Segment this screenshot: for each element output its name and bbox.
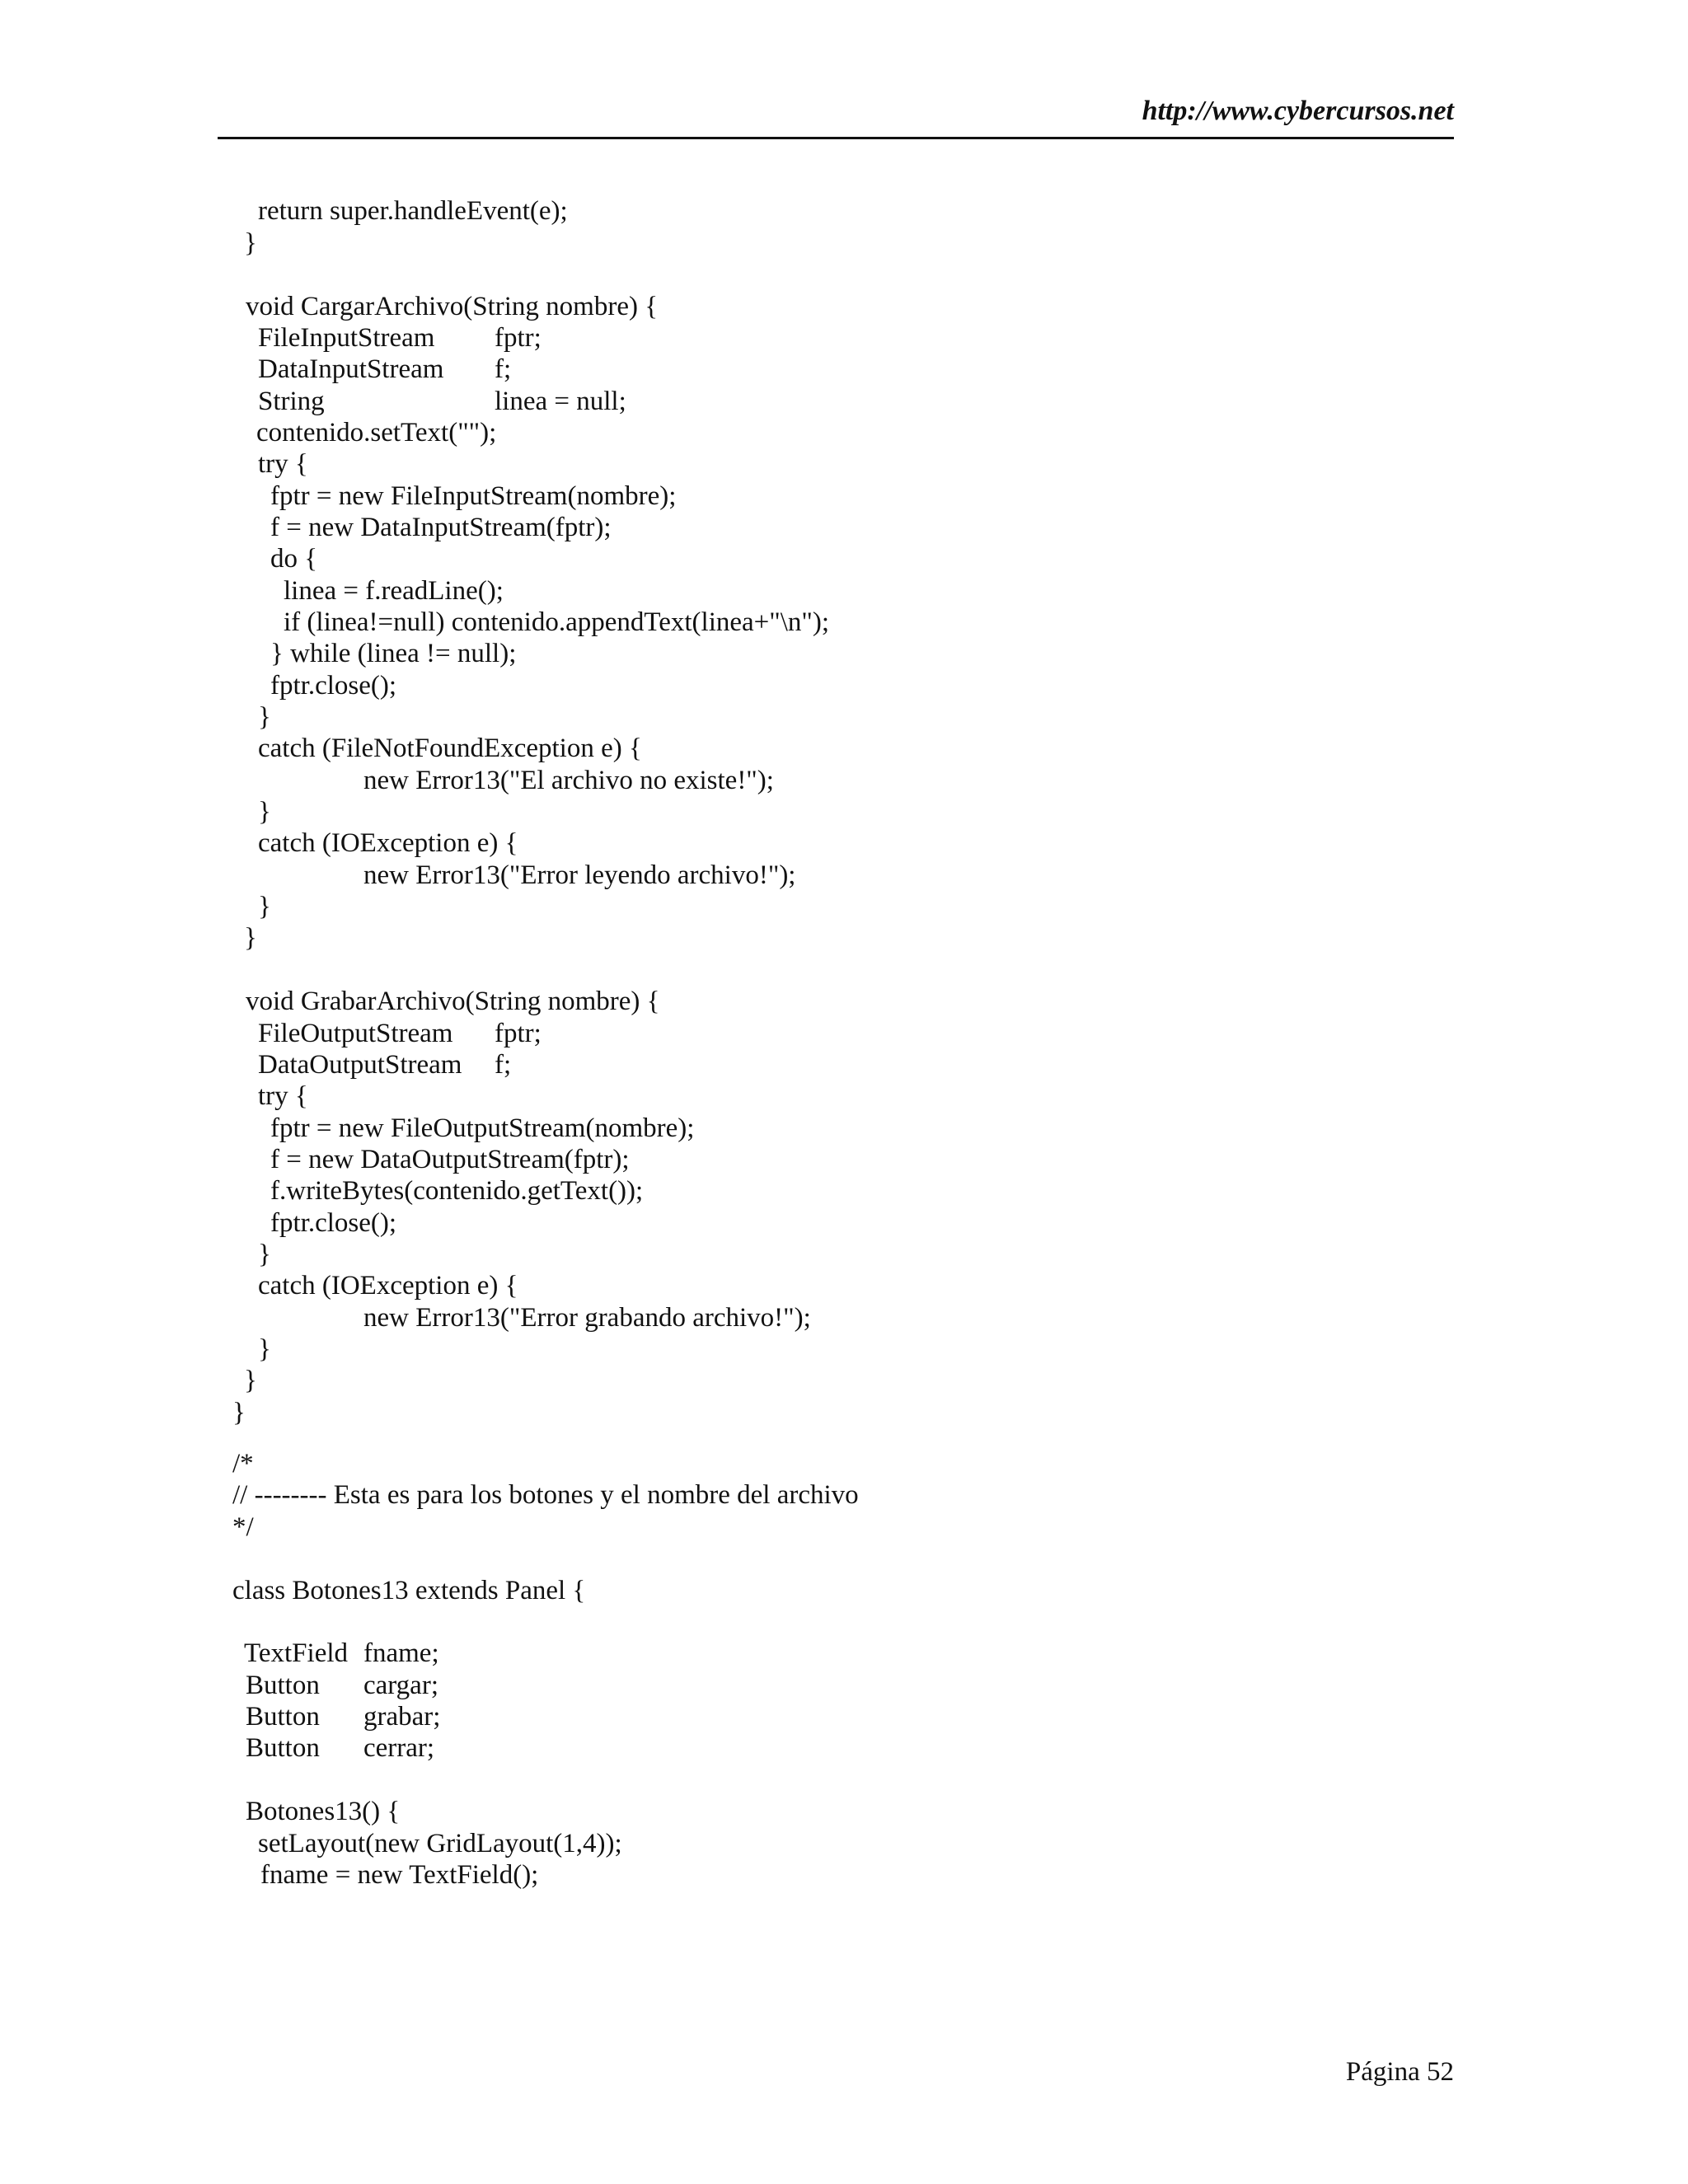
code-line: FileInputStream (258, 323, 435, 353)
code-line: fptr = new FileOutputStream(nombre); (270, 1113, 695, 1143)
header-url: http://www.cybercursos.net (1142, 96, 1454, 126)
code-line: fptr; (495, 323, 542, 353)
code-line: f; (495, 1050, 512, 1080)
code-line: } (232, 1398, 246, 1427)
code-line: try { (258, 1081, 308, 1111)
code-line: Button (246, 1702, 320, 1732)
code-line: void GrabarArchivo(String nombre) { (246, 987, 660, 1016)
code-line: } (244, 228, 257, 258)
code-line: /* (232, 1449, 254, 1479)
code-line: catch (FileNotFoundException e) { (258, 733, 642, 763)
code-line: catch (IOException e) { (258, 828, 518, 858)
code-line: linea = null; (495, 387, 626, 416)
code-line: f; (495, 354, 512, 384)
code-line: Botones13() { (246, 1797, 401, 1826)
code-line: catch (IOException e) { (258, 1271, 518, 1301)
code-line: } (258, 797, 271, 827)
code-line: */ (232, 1512, 254, 1542)
code-line: String (258, 387, 325, 416)
code-line: } (244, 1366, 257, 1395)
code-line: } while (linea != null); (270, 639, 517, 668)
code-line: TextField (244, 1638, 349, 1668)
code-line: f = new DataOutputStream(fptr); (270, 1145, 630, 1174)
code-line: fptr.close(); (270, 1208, 397, 1238)
code-line: if (linea!=null) contenido.appendText(linea+"\n"); (284, 607, 830, 637)
code-line: fname; (363, 1638, 439, 1668)
code-line: try { (258, 449, 308, 479)
code-line: } (244, 923, 257, 953)
code-line: class Botones13 extends Panel { (232, 1576, 586, 1605)
code-line: Button (246, 1733, 320, 1763)
code-line: fptr; (495, 1019, 542, 1048)
code-line: new Error13("Error leyendo archivo!"); (363, 860, 796, 890)
code-line: cargar; (363, 1671, 438, 1700)
code-line: void CargarArchivo(String nombre) { (246, 292, 659, 321)
code-line: } (258, 892, 271, 921)
code-line: linea = f.readLine(); (284, 576, 504, 606)
code-line: // -------- Esta es para los botones y el nombre del archivo (232, 1480, 859, 1510)
code-line: fptr = new FileInputStream(nombre); (270, 481, 677, 511)
code-line: DataOutputStream (258, 1050, 462, 1080)
code-line: } (258, 1240, 271, 1269)
code-line: do { (270, 544, 318, 574)
code-line: cerrar; (363, 1733, 435, 1763)
code-line: contenido.setText(""); (256, 418, 497, 448)
code-line: FileOutputStream (258, 1019, 453, 1048)
code-line: new Error13("Error grabando archivo!"); (363, 1303, 811, 1333)
code-line: Button (246, 1671, 320, 1700)
code-line: } (258, 702, 271, 732)
code-line: new Error13("El archivo no existe!"); (363, 766, 774, 795)
page-number: Página 52 (1345, 2057, 1454, 2087)
code-line: fname = new TextField(); (260, 1860, 539, 1890)
code-line: return super.handleEvent(e); (258, 196, 568, 226)
code-line: fptr.close(); (270, 671, 397, 701)
code-line: setLayout(new GridLayout(1,4)); (258, 1829, 622, 1858)
code-line: DataInputStream (258, 354, 444, 384)
code-line: f = new DataInputStream(fptr); (270, 513, 612, 542)
code-line: f.writeBytes(contenido.getText()); (270, 1176, 644, 1206)
code-line: grabar; (363, 1702, 441, 1732)
code-line: } (258, 1334, 271, 1364)
